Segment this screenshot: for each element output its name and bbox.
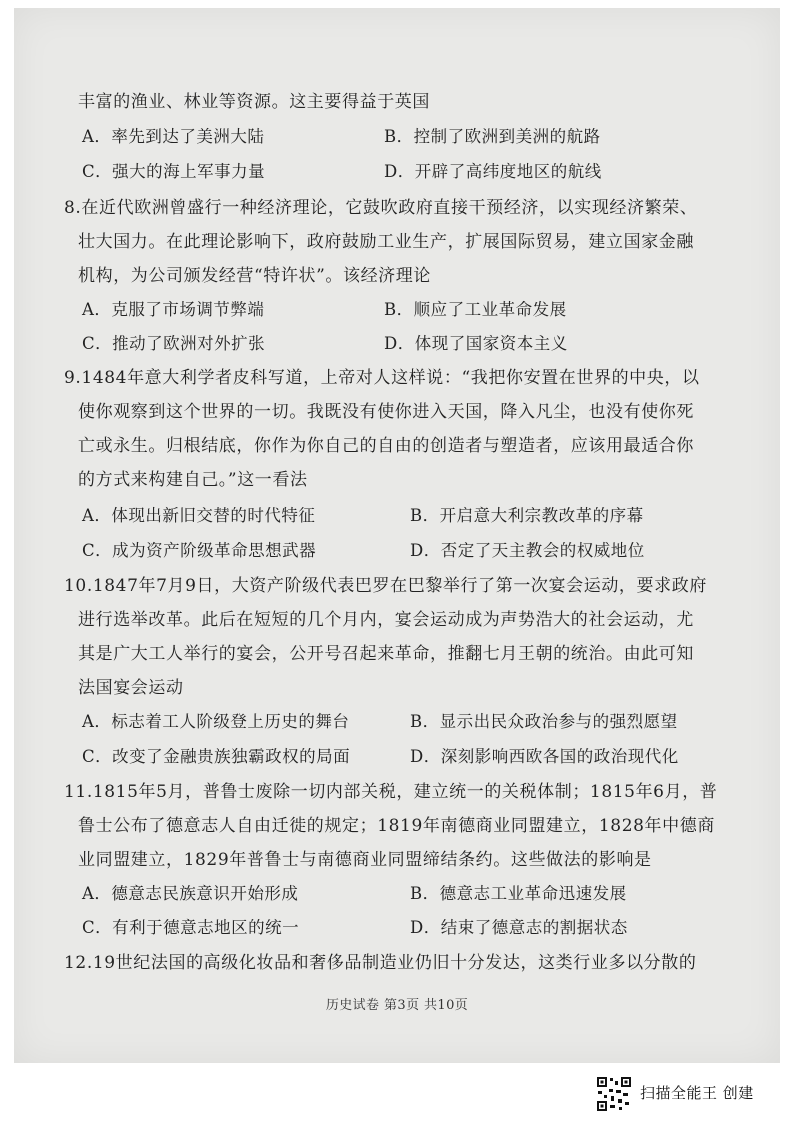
option-b: B．顺应了工业革命发展: [384, 300, 567, 319]
text-line: 丰富的渔业、林业等资源。这主要得益于英国: [78, 92, 430, 112]
question-8: 8.在近代欧洲曾盛行一种经济理论，它鼓吹政府直接干预经济，以实现经济繁荣、: [64, 198, 698, 218]
text-line: 其是广大工人举行的宴会，公开号召起来革命，推翻七月王朝的统治。由此可知: [78, 644, 694, 664]
option-d: D．否定了天主教会的权威地位: [410, 541, 645, 560]
watermark: 扫描全能王 创建: [640, 1084, 754, 1102]
option-d: D．深刻影响西欧各国的政治现代化: [410, 747, 679, 766]
option-c: C．推动了欧洲对外扩张: [82, 334, 266, 353]
text-line: 亡或永生。归根结底，你作为你自己的自由的创造者与塑造者，应该用最适合你: [78, 436, 694, 456]
option-d: D．结束了德意志的割据状态: [410, 918, 628, 937]
text-line: 使你观察到这个世界的一切。我既没有使你进入天国，降入凡尘，也没有使你死: [78, 402, 694, 422]
option-b: B．德意志工业革命迅速发展: [410, 884, 627, 903]
option-d: D．体现了国家资本主义: [384, 334, 568, 353]
option-b: B．显示出民众政治参与的强烈愿望: [410, 712, 678, 731]
text-line: 进行选举改革。此后在短短的几个月内，宴会运动成为声势浩大的社会运动，尤: [78, 610, 694, 630]
page-footer: 历史试卷 第3页 共10页: [325, 998, 469, 1013]
question-9: 9.1484年意大利学者皮科写道，上帝对人这样说：“我把你安置在世界的中央，以: [64, 368, 700, 388]
option-a: A．克服了市场调节弊端: [82, 300, 265, 319]
option-c: C．有利于德意志地区的统一: [82, 918, 300, 937]
option-a: A．标志着工人阶级登上历史的舞台: [82, 712, 350, 731]
option-c: C．改变了金融贵族独霸政权的局面: [82, 747, 351, 766]
option-a: A．德意志民族意识开始形成: [82, 884, 299, 903]
option-a: A．率先到达了美洲大陆: [82, 127, 265, 146]
text-line: 的方式来构建自己。”这一看法: [78, 470, 308, 490]
qr-code-icon: [596, 1076, 632, 1112]
option-c: C．成为资产阶级革命思想武器: [82, 541, 317, 560]
option-c: C．强大的海上军事力量: [82, 162, 266, 181]
question-12: 12.19世纪法国的高级化妆品和奢侈品制造业仍旧十分发达，这类行业多以分散的: [64, 953, 697, 973]
option-b: B．控制了欧洲到美洲的航路: [384, 127, 601, 146]
question-11: 11.1815年5月，普鲁士废除一切内部关税，建立统一的关税体制；1815年6月，普: [64, 782, 718, 802]
question-10: 10.1847年7月9日，大资产阶级代表巴罗在巴黎举行了第一次宴会运动，要求政府: [64, 576, 707, 596]
text-line: 鲁士公布了德意志人自由迁徙的规定；1819年南德商业同盟建立，1828年中德商: [78, 816, 715, 836]
text-line: 业同盟建立，1829年普鲁士与南德商业同盟缔结条约。这些做法的影响是: [78, 850, 652, 870]
option-d: D．开辟了高纬度地区的航线: [384, 162, 602, 181]
option-a: A．体现出新旧交替的时代特征: [82, 506, 316, 525]
text-line: 机构，为公司颁发经营“特许状”。该经济理论: [78, 266, 431, 286]
text-line: 壮大国力。在此理论影响下，政府鼓励工业生产，扩展国际贸易，建立国家金融: [78, 232, 694, 252]
option-b: B．开启意大利宗教改革的序幕: [410, 506, 644, 525]
text-line: 法国宴会运动: [78, 678, 184, 698]
